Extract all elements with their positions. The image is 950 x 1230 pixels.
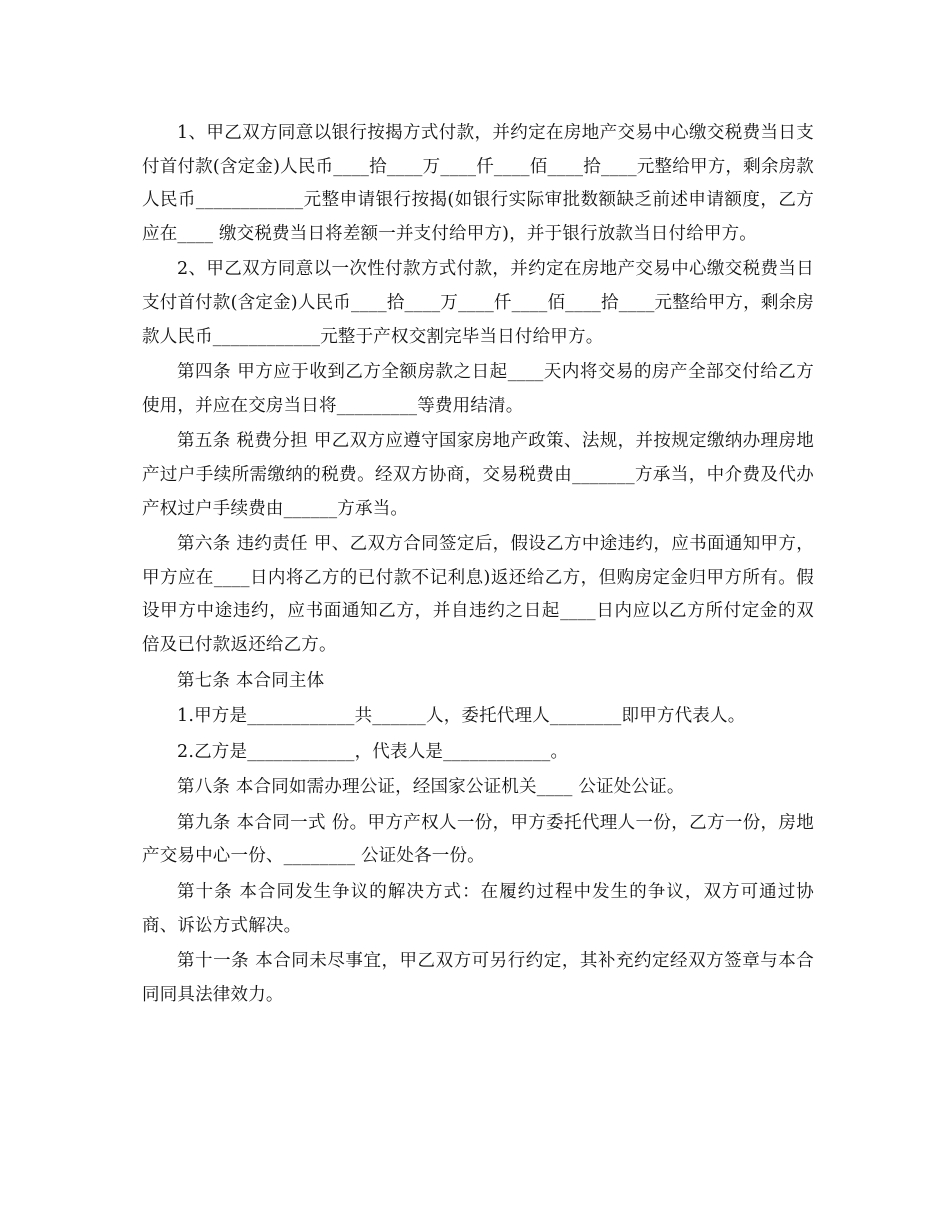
article-8-notarization: 第八条 本合同如需办理公证，经国家公证机关____ 公证处公证。 — [177, 777, 685, 798]
article-5-taxes: 第五条 税费分担 甲乙双方应遵守国家房地产政策、法规，并按规定缴纳办理房地产过户手续所需缴纳的税费。经双方协商，交易税费由_______方承当，中介费及代办产权过户手续费由______方承当。 — [142, 431, 814, 519]
article-10-disputes: 第十条 本合同发生争议的解决方式：在履约过程中发生的争议，双方可通过协商、诉讼方式解决。 — [142, 882, 814, 936]
article-9-copies: 第九条 本合同一式 份。甲方产权人一份，甲方委托代理人一份，乙方一份，房地产交易中心一份、________ 公证处各一份。 — [142, 812, 814, 867]
article-4-delivery: 第四条 甲方应于收到乙方全额房款之日起____天内将交易的房产全部交付给乙方使用，并应在交房当日将_________等费用结清。 — [142, 362, 814, 416]
clause-lump-sum-payment: 2、甲乙双方同意以一次性付款方式付款，并约定在房地产交易中心缴交税费当日支付首付款(含定金)人民币____拾____万____仟____佰____拾____元整给甲方，剩余房款人民币____________元整于产权交割完毕当日付给甲方。 — [142, 259, 814, 347]
article-7-party-a: 1.甲方是____________共______人，委托代理人________即甲方代表人。 — [177, 706, 746, 727]
contract-body — [142, 117, 814, 1014]
article-7-party-b: 2.乙方是____________，代表人是____________。 — [177, 741, 569, 762]
article-7-heading: 第七条 本合同主体 — [177, 670, 325, 691]
article-6-breach: 第六条 违约责任 甲、乙双方合同签定后，假设乙方中途违约，应书面通知甲方，甲方应在____日内将乙方的已付款不记利息)返还给乙方，但购房定金归甲方所有。假设甲方中途违约，应书面通知乙方，并自违约之日起____日内应以乙方所付定金的双倍及已付款返还给乙方。 — [142, 534, 814, 655]
article-11-supplement: 第十一条 本合同未尽事宜，甲乙双方可另行约定，其补充约定经双方签章与本合同同具法律效力。 — [142, 951, 814, 1005]
clause-mortgage-payment: 1、甲乙双方同意以银行按揭方式付款，并约定在房地产交易中心缴交税费当日支付首付款(含定金)人民币____拾____万____仟____佰____拾____元整给甲方，剩余房款人民币____________元整申请银行按揭(如银行实际审批数额缺乏前述申请额度，乙方应在____ 缴交税费当日将差额一并支付给甲方)，并于银行放款当日付给甲方。 — [142, 123, 814, 244]
